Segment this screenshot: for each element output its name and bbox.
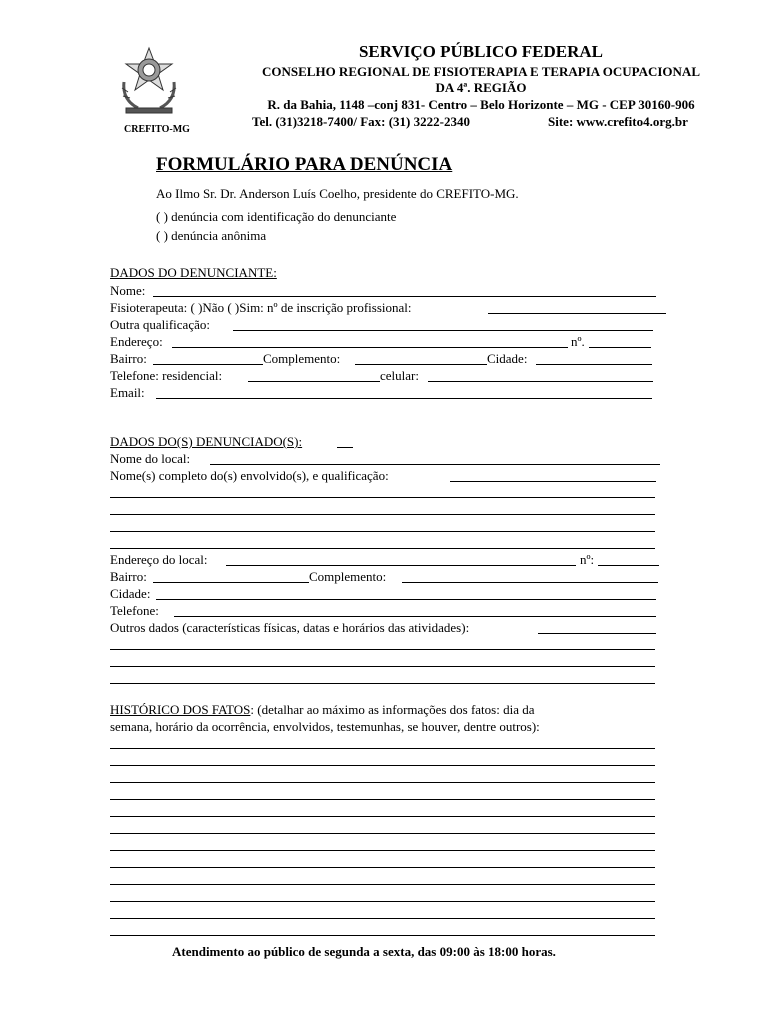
local-field[interactable] — [210, 464, 660, 465]
numero-local-label: nº: — [580, 552, 595, 567]
denunciado-heading: DADOS DO(S) DENUNCIADO(S): — [110, 434, 303, 449]
outros-label: Outros dados (características físicas, datas e horários das atividades): — [110, 620, 470, 635]
header-council: CONSELHO REGIONAL DE FISIOTERAPIA E TERAPIA OCUPACIONAL — [262, 64, 700, 79]
denunciante-heading: DADOS DO DENUNCIANTE: — [110, 265, 277, 280]
historico-line[interactable] — [110, 816, 655, 817]
telefone-field[interactable] — [248, 381, 380, 382]
envolvidos-line[interactable] — [110, 497, 655, 498]
endereco-local-label: Endereço do local: — [110, 552, 208, 567]
historico-line[interactable] — [110, 748, 655, 749]
numero-local-field[interactable] — [598, 565, 659, 566]
envolvidos-field[interactable] — [450, 481, 656, 482]
header-title: SERVIÇO PÚBLICO FEDERAL — [358, 42, 604, 61]
email-field[interactable] — [156, 398, 652, 399]
numero-field[interactable] — [589, 347, 651, 348]
telefone-local-field[interactable] — [174, 616, 656, 617]
denunciado-heading-underline — [337, 447, 353, 448]
outros-line[interactable] — [110, 666, 655, 667]
brazil-coat-of-arms-icon — [118, 42, 180, 120]
historico-text-2: semana, horário da ocorrência, envolvidos, testemunhas, se houver, dentre outros): — [110, 719, 540, 734]
inscricao-field[interactable] — [488, 313, 666, 314]
historico-line[interactable] — [110, 833, 655, 834]
historico-line[interactable] — [110, 850, 655, 851]
cidade-local-label: Cidade: — [110, 586, 151, 601]
telefone-label: Telefone: residencial: — [110, 368, 223, 383]
envolvidos-line[interactable] — [110, 531, 655, 532]
nome-field[interactable] — [153, 296, 656, 297]
complemento-local-field[interactable] — [402, 582, 658, 583]
historico-line[interactable] — [110, 918, 655, 919]
email-label: Email: — [110, 385, 145, 400]
cidade-local-field[interactable] — [156, 599, 656, 600]
historico-line[interactable] — [110, 782, 655, 783]
outros-line[interactable] — [110, 649, 655, 650]
cidade-field[interactable] — [536, 364, 652, 365]
bairro-local-field[interactable] — [153, 582, 309, 583]
numero-label: nº. — [571, 334, 585, 349]
header-phone: Tel. (31)3218-7400/ Fax: (31) 3222-2340 — [252, 114, 470, 129]
local-label: Nome do local: — [110, 451, 191, 466]
cidade-label: Cidade: — [487, 351, 528, 366]
celular-label: celular: — [380, 368, 419, 383]
endereco-label: Endereço: — [110, 334, 163, 349]
option-anonymous[interactable]: ( ) denúncia anônima — [156, 228, 267, 243]
historico-line[interactable] — [110, 799, 655, 800]
nome-label: Nome: — [110, 283, 146, 298]
outros-line[interactable] — [110, 683, 655, 684]
complemento-local-label: Complemento: — [309, 569, 387, 584]
telefone-local-label: Telefone: — [110, 603, 159, 618]
footer-text: Atendimento ao público de segunda a sexta, das 09:00 às 18:00 horas. — [172, 944, 556, 959]
complemento-field[interactable] — [355, 364, 487, 365]
endereco-local-field[interactable] — [226, 565, 576, 566]
header-site: Site: www.crefito4.org.br — [548, 114, 688, 129]
bairro-field[interactable] — [153, 364, 263, 365]
header-region: DA 4ª. REGIÃO — [435, 80, 527, 95]
logo-caption: CREFITO-MG — [124, 124, 190, 135]
historico-text-1: : (detalhar ao máximo as informações dos fatos: dia da — [250, 702, 535, 717]
form-title: FORMULÁRIO PARA DENÚNCIA — [156, 154, 453, 175]
envolvidos-line[interactable] — [110, 514, 655, 515]
fisio-label: Fisioterapeuta: ( )Não ( )Sim: nº de inscrição profissional: — [110, 300, 412, 315]
bairro-label: Bairro: — [110, 351, 147, 366]
addressee: Ao Ilmo Sr. Dr. Anderson Luís Coelho, presidente do CREFITO-MG. — [156, 186, 519, 201]
option-identified[interactable]: ( ) denúncia com identificação do denunciante — [156, 209, 397, 224]
envolvidos-label: Nome(s) completo do(s) envolvido(s), e qualificação: — [110, 468, 389, 483]
celular-field[interactable] — [428, 381, 653, 382]
bairro-local-label: Bairro: — [110, 569, 147, 584]
historico-line[interactable] — [110, 901, 655, 902]
envolvidos-line[interactable] — [110, 548, 655, 549]
historico-line[interactable] — [110, 935, 655, 936]
outros-field[interactable] — [538, 633, 656, 634]
header-address: R. da Bahia, 1148 –conj 831- Centro – Belo Horizonte – MG - CEP 30160-906 — [267, 97, 695, 112]
historico-line-1 — [110, 702, 535, 718]
complemento-label: Complemento: — [263, 351, 341, 366]
historico-line[interactable] — [110, 867, 655, 868]
historico-line[interactable] — [110, 765, 655, 766]
historico-line[interactable] — [110, 884, 655, 885]
endereco-field[interactable] — [172, 347, 568, 348]
outra-label: Outra qualificação: — [110, 317, 210, 332]
outra-field[interactable] — [233, 330, 653, 331]
historico-heading: HISTÓRICO DOS FATOS — [110, 702, 251, 717]
logo — [118, 42, 180, 120]
